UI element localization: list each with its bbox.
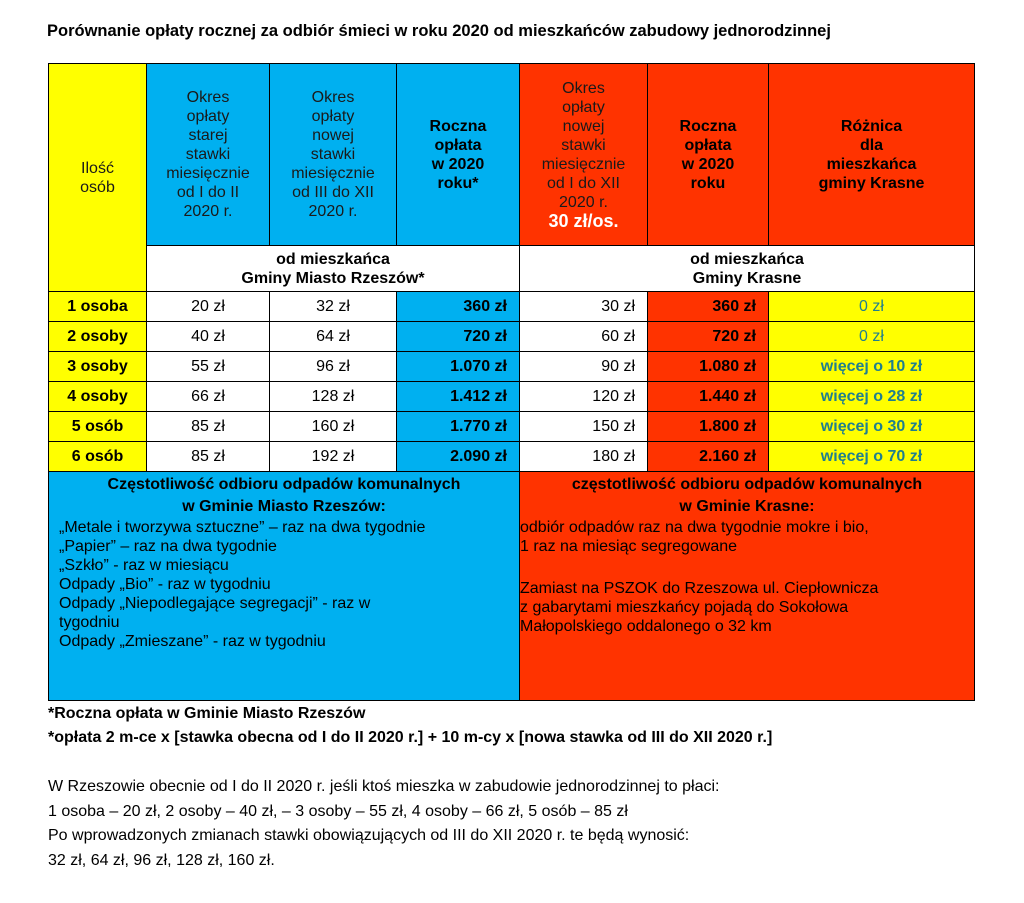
- persons-cell: 3 osoby: [49, 352, 147, 382]
- krasne-monthly-cell: 30 zł: [520, 292, 648, 322]
- subheader-krasne: od mieszkańca Gminy Krasne: [520, 246, 975, 292]
- header-new-period: Okres opłaty nowej stawki miesięcznie od III do XII 2020 r.: [270, 64, 397, 246]
- difference-cell: więcej o 28 zł: [769, 382, 975, 412]
- subheader-row: [49, 246, 975, 292]
- note-annual-fee: *Roczna opłata w Gminie Miasto Rzeszów: [48, 705, 366, 722]
- new-rate-cell: 192 zł: [270, 442, 397, 472]
- footer-line: W Rzeszowie obecnie od I do II 2020 r. jeśli ktoś mieszka w zabudowie jednorodzinnej to płaci:: [48, 778, 720, 795]
- annual-krasne-cell: 1.440 zł: [648, 382, 769, 412]
- annual-krasne-cell: 1.080 zł: [648, 352, 769, 382]
- krasne-monthly-cell: 150 zł: [520, 412, 648, 442]
- info-line: 1 raz na miesiąc segregowane: [520, 538, 738, 555]
- info-line: odbiór odpadów raz na dwa tygodnie mokre i bio,: [520, 519, 869, 536]
- header-row: [49, 64, 975, 246]
- krasne-monthly-cell: 60 zł: [520, 322, 648, 352]
- header-difference: Różnica dla mieszkańca gminy Krasne: [769, 64, 975, 246]
- collection-frequency-rzeszow: [49, 472, 520, 701]
- note-formula: *opłata 2 m-ce x [stawka obecna od I do II 2020 r.] + 10 m-cy x [nowa stawka od III do XII 2020 r.]: [48, 729, 773, 746]
- info-row: [49, 472, 975, 701]
- header-old-period: Okres opłaty starej stawki miesięcznie od I do II 2020 r.: [147, 64, 270, 246]
- persons-cell: 5 osób: [49, 412, 147, 442]
- old-rate-cell: 85 zł: [147, 412, 270, 442]
- difference-cell: więcej o 10 zł: [769, 352, 975, 382]
- comparison-table: [48, 63, 975, 701]
- table-row: [49, 382, 975, 412]
- table-row: [49, 442, 975, 472]
- annual-rzeszow-cell: 2.090 zł: [397, 442, 520, 472]
- info-line: Odpady „Bio” - raz w tygodniu: [59, 576, 271, 593]
- footer-line: 32 zł, 64 zł, 96 zł, 128 zł, 160 zł.: [48, 851, 275, 869]
- persons-cell: 2 osoby: [49, 322, 147, 352]
- header-annual-fee-krasne: Roczna opłata w 2020 roku: [648, 64, 769, 246]
- annual-rzeszow-cell: 1.770 zł: [397, 412, 520, 442]
- annual-krasne-cell: 720 zł: [648, 322, 769, 352]
- table-row: [49, 352, 975, 382]
- info-krasne-heading: częstotliwość odbioru odpadów komunalnych w Gminie Krasne:: [571, 476, 923, 515]
- krasne-monthly-cell: 120 zł: [520, 382, 648, 412]
- persons-cell: 6 osób: [49, 442, 147, 472]
- krasne-monthly-cell: 90 zł: [520, 352, 648, 382]
- old-rate-cell: 66 zł: [147, 382, 270, 412]
- old-rate-cell: 85 zł: [147, 442, 270, 472]
- footer-text: [48, 775, 719, 873]
- info-line: Małopolskiego oddalonego o 32 km: [520, 617, 772, 635]
- table-row: [49, 322, 975, 352]
- info-line: tygodniu: [59, 614, 120, 631]
- old-rate-cell: 55 zł: [147, 352, 270, 382]
- table-row: [49, 412, 975, 442]
- info-rzeszow-heading: Częstotliwość odbioru odpadów komunalnych w Gminie Miasto Rzeszów:: [107, 476, 461, 515]
- info-line: „Metale i tworzywa sztuczne” – raz na dwa tygodnie: [59, 519, 426, 536]
- old-rate-cell: 40 zł: [147, 322, 270, 352]
- difference-cell: 0 zł: [769, 292, 975, 322]
- persons-cell: 4 osoby: [49, 382, 147, 412]
- annual-rzeszow-cell: 720 zł: [397, 322, 520, 352]
- annual-rzeszow-cell: 360 zł: [397, 292, 520, 322]
- annual-krasne-cell: 1.800 zł: [648, 412, 769, 442]
- annual-rzeszow-cell: 1.070 zł: [397, 352, 520, 382]
- collection-frequency-krasne: [520, 472, 975, 701]
- new-rate-cell: 160 zł: [270, 412, 397, 442]
- info-line: z gabarytami mieszkańcy pojadą do Sokołowa: [520, 598, 849, 616]
- info-line: [520, 556, 974, 579]
- difference-cell: więcej o 30 zł: [769, 412, 975, 442]
- header-persons: Ilość osób: [49, 64, 147, 292]
- info-line: „Papier” – raz na dwa tygodnie: [59, 538, 277, 555]
- annual-rzeszow-cell: 1.412 zł: [397, 382, 520, 412]
- subheader-rzeszow: od mieszkańca Gminy Miasto Rzeszów*: [147, 246, 520, 292]
- info-line: „Szkło” - raz w miesiącu: [59, 557, 229, 574]
- info-line: Odpady „Zmieszane” - raz w tygodniu: [59, 633, 326, 650]
- new-rate-cell: 32 zł: [270, 292, 397, 322]
- footer-line: 1 osoba – 20 zł, 2 osoby – 40 zł, – 3 osoby – 55 zł, 4 osoby – 66 zł, 5 osób – 85 zł: [48, 802, 628, 820]
- header-annual-fee-rzeszow: Roczna opłata w 2020 roku*: [397, 64, 520, 246]
- difference-cell: więcej o 70 zł: [769, 442, 975, 472]
- table-row: [49, 292, 975, 322]
- info-line: Zamiast na PSZOK do Rzeszowa ul. Ciepłownicza: [520, 579, 879, 597]
- krasne-monthly-cell: 180 zł: [520, 442, 648, 472]
- krasne-rate: 30 zł/os.: [548, 210, 619, 231]
- difference-cell: 0 zł: [769, 322, 975, 352]
- document-title: Porównanie opłaty rocznej za odbiór śmieci w roku 2020 od mieszkańców zabudowy jednorodzinnej: [47, 22, 831, 40]
- old-rate-cell: 20 zł: [147, 292, 270, 322]
- header-krasne-period: Okres opłaty nowej stawki miesięcznie od I do XII 2020 r. 30 zł/os.: [520, 64, 648, 246]
- footer-line: Po wprowadzonych zmianach stawki obowiązujących od III do XII 2020 r. te będą wynosić:: [48, 827, 690, 844]
- persons-cell: 1 osoba: [49, 292, 147, 322]
- annual-krasne-cell: 2.160 zł: [648, 442, 769, 472]
- new-rate-cell: 96 zł: [270, 352, 397, 382]
- new-rate-cell: 128 zł: [270, 382, 397, 412]
- info-line: Odpady „Niepodlegające segregacji” - raz w: [59, 595, 371, 612]
- annual-krasne-cell: 360 zł: [648, 292, 769, 322]
- new-rate-cell: 64 zł: [270, 322, 397, 352]
